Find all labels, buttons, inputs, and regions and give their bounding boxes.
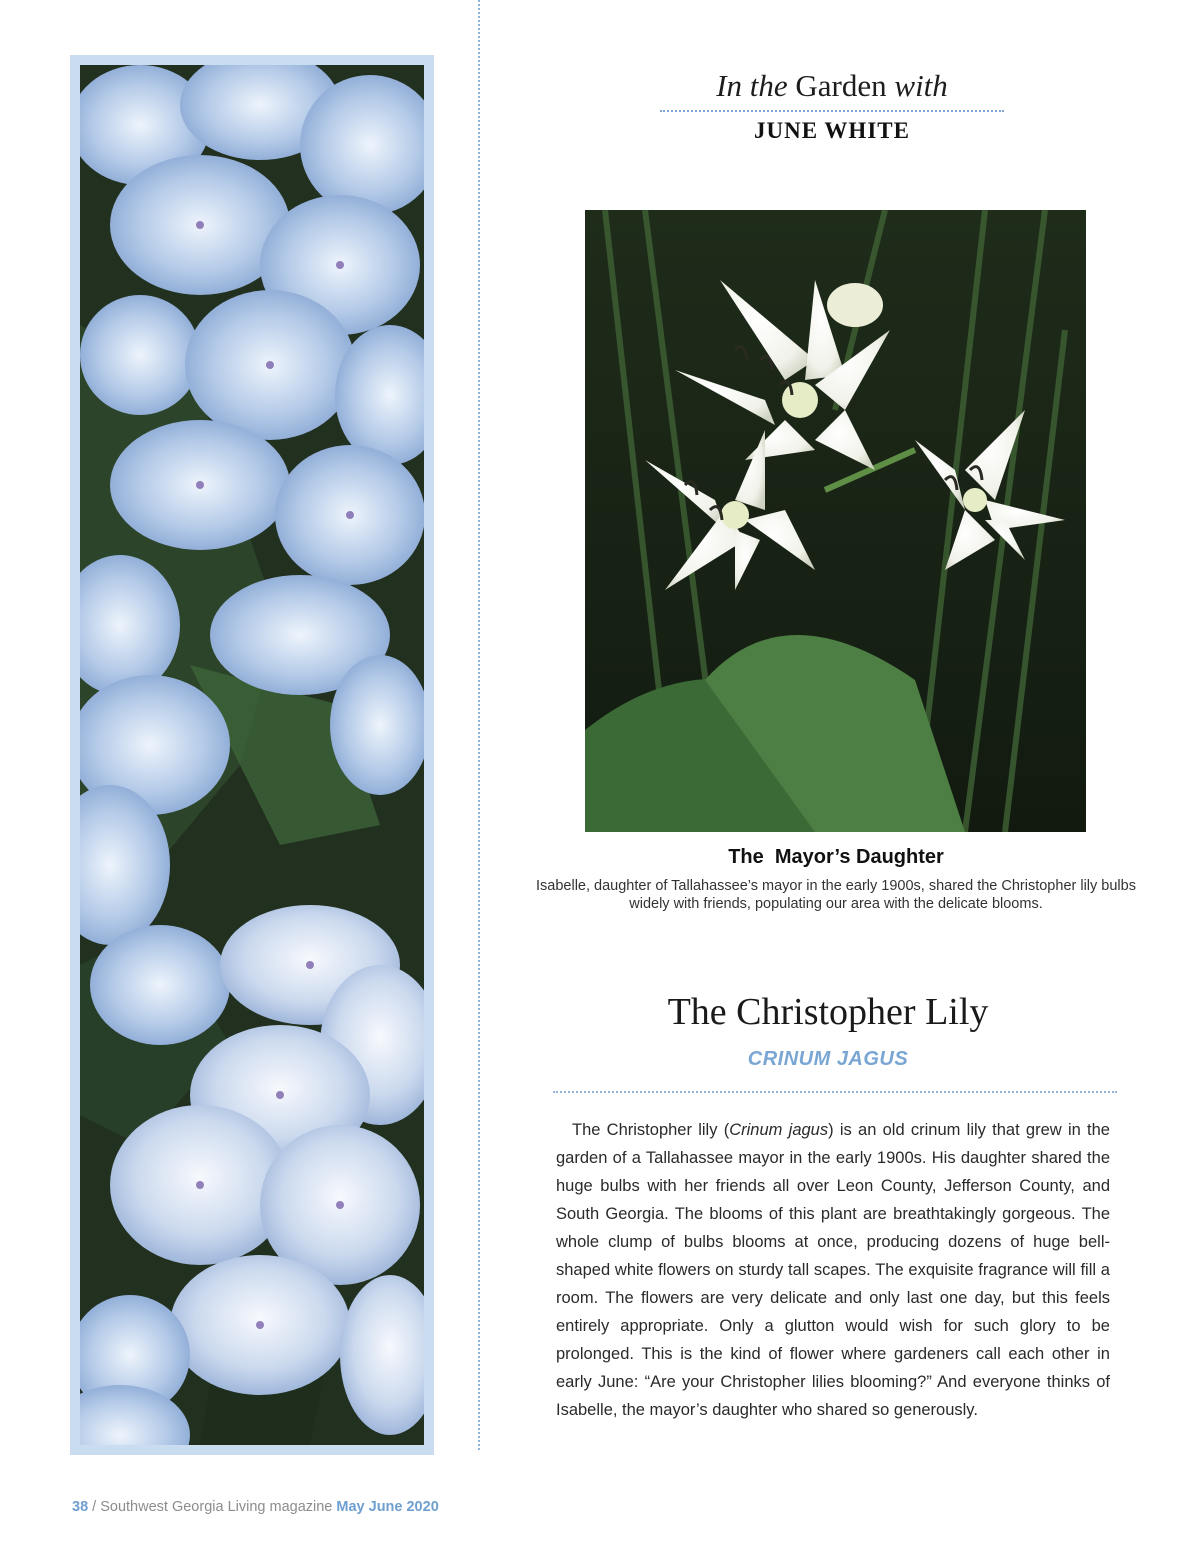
column-header (660, 68, 1004, 144)
column-kicker (660, 68, 1004, 112)
issue-date: May June 2020 (336, 1499, 439, 1515)
article-body-scientific-name: Crinum jagus (729, 1121, 829, 1139)
kicker-italic-with: with (894, 68, 948, 103)
article-subtitle: CRINUM JAGUS (747, 1048, 909, 1070)
lily-photo-image (585, 210, 1086, 832)
kicker-italic-in-the: In the (716, 68, 788, 103)
photo-caption (520, 846, 1152, 913)
author-name: JUNE WHITE (754, 118, 910, 143)
publication-name: / Southwest Georgia Living magazine (88, 1499, 337, 1515)
hydrangea-photo (80, 65, 424, 1445)
caption-title: The Mayor’s Daughter (728, 846, 944, 868)
kicker-garden: Garden (795, 68, 887, 103)
article-title: The Christopher Lily (667, 991, 989, 1033)
page-footer (72, 1499, 439, 1515)
article-body-part-2: ) is an old crinum lily that grew in the garden of a Tallahassee mayor in the early 1900s. His daughter shared the huge bulbs with her friends all over Leon County, Jefferson County, and South Georgia. The blooms of this plant are breathtakingly gorgeous. The whole clump of bulbs blooms at once, producing dozens of huge bell-shaped white flowers on sturdy tall scapes. The exquisite fragrance will fill a room. The flowers are very delicate and only last one day, but this feels entirely appropriate. Only a glutton would wish for such glory to be prolonged. This is the kind of flower where gardeners call each other in early June: “Are your Christopher lilies blooming?” And everyone thinks of Isabelle, the mayor’s daughter who shared so generously. (556, 1121, 1110, 1419)
article-divider (553, 1091, 1117, 1093)
column-divider (478, 0, 480, 1450)
christopher-lily-photo (585, 210, 1086, 832)
caption-text: Isabelle, daughter of Tallahassee’s mayor in the early 1900s, shared the Christopher lily bulbs widely with friends, populating our area with the delicate blooms. (536, 878, 1136, 912)
hydrangea-photo-frame (70, 55, 434, 1455)
article-body (556, 1116, 1110, 1424)
article-body-part-1: The Christopher lily ( (572, 1121, 730, 1139)
page-number: 38 (72, 1499, 89, 1515)
